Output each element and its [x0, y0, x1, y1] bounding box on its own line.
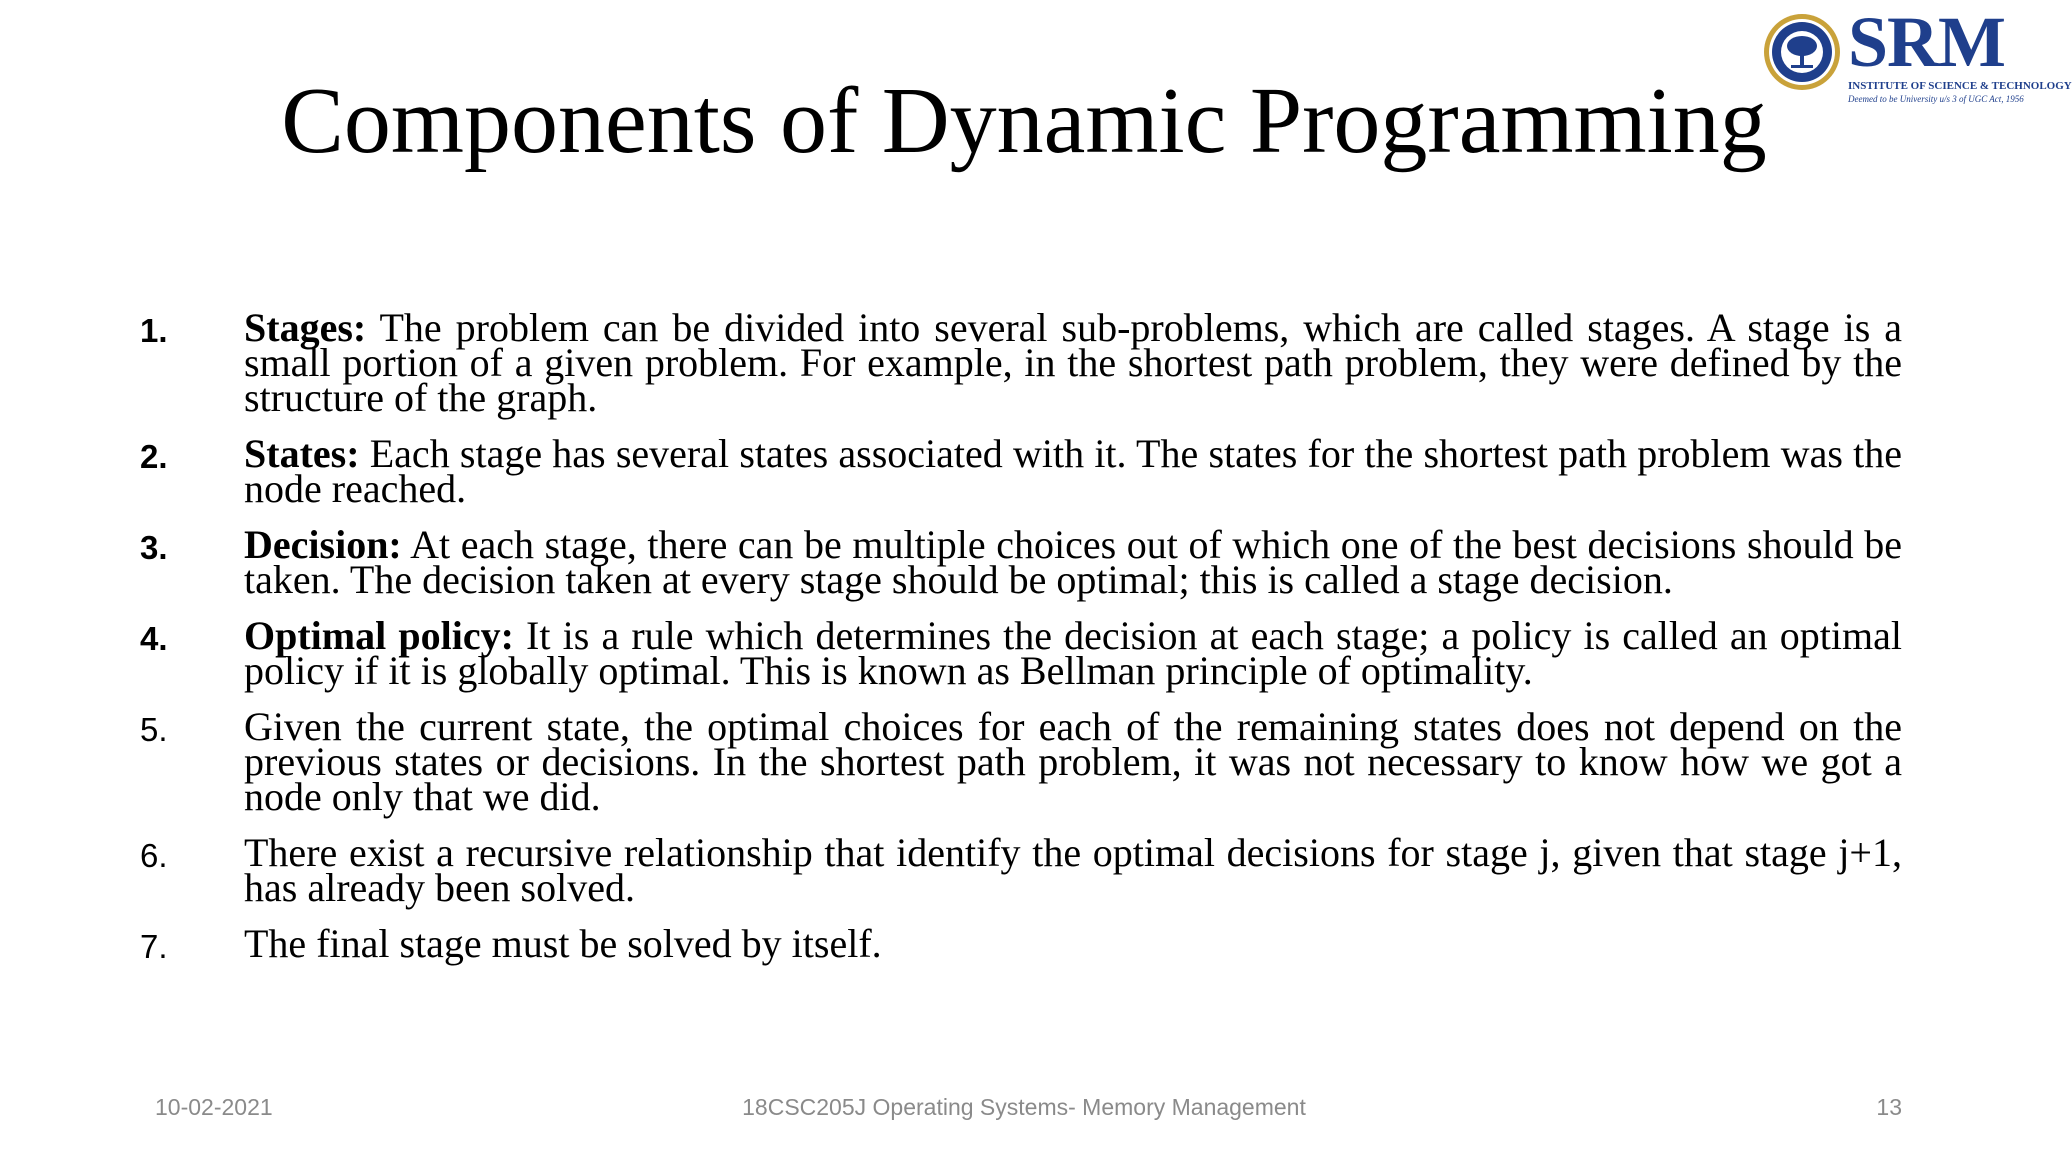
list-item: [140, 613, 1902, 693]
logo-wordmark: SRM: [1848, 2, 2005, 82]
item-text-block: [244, 431, 1902, 511]
slide-title: Components of Dynamic Programming: [281, 69, 1767, 173]
item-term: Stages:: [244, 305, 367, 350]
item-number: 3.: [140, 529, 168, 566]
footer-course: 18CSC205J Operating Systems- Memory Management: [742, 1094, 1306, 1120]
item-text: Each stage has several states associated with it. The states for the shortest path problem was the node reached.: [244, 431, 1902, 511]
list-item: [140, 704, 1902, 819]
item-term: States:: [244, 431, 360, 476]
item-number: 5.: [140, 711, 168, 748]
item-text: The problem can be divided into several sub-problems, which are called stages. A stage is a small portion of a given problem. For example, in the shortest path problem, they were defined by the structure of the graph.: [244, 305, 1902, 420]
list-item: [140, 921, 1902, 966]
item-text: There exist a recursive relationship that identify the optimal decisions for stage j, given that stage j+1, has already been solved.: [244, 830, 1902, 910]
item-number: 1.: [140, 312, 168, 349]
item-term: Optimal policy:: [244, 613, 514, 658]
item-number: 7.: [140, 928, 168, 965]
item-term: Decision:: [244, 522, 402, 567]
university-seal-icon: [1762, 12, 1842, 92]
list-item: [140, 830, 1902, 910]
srm-logo: [1762, 2, 2072, 112]
list-item: [140, 305, 1902, 420]
item-text-block: [244, 522, 1902, 602]
footer-page-number: 13: [1876, 1094, 1902, 1120]
item-number: 2.: [140, 438, 168, 475]
item-text: At each stage, there can be multiple choices out of which one of the best decisions should be taken. The decision taken at every stage should be optimal; this is called a stage decision.: [244, 522, 1902, 602]
item-text: It is a rule which determines the decision at each stage; a policy is called an optimal policy if it is globally optimal. This is known as Bellman principle of optimality.: [244, 613, 1902, 693]
logo-deemed-line: Deemed to be University u/s 3 of UGC Act, 1956: [1848, 94, 2024, 104]
item-text-block: [244, 305, 1902, 420]
list-item: [140, 431, 1902, 511]
logo-institute-line: INSTITUTE OF SCIENCE & TECHNOLOGY: [1848, 80, 2072, 92]
item-number: 4.: [140, 620, 168, 657]
item-text: The final stage must be solved by itself.: [244, 921, 882, 966]
list-item: [140, 522, 1902, 602]
components-list: [140, 305, 1902, 985]
item-number: 6.: [140, 837, 168, 874]
item-text: Given the current state, the optimal choices for each of the remaining states does not depend on the previous states or decisions. In the shortest path problem, it was not necessary to know how we got a node only that we did.: [244, 704, 1902, 819]
item-text-block: [244, 613, 1902, 693]
footer-date: 10-02-2021: [155, 1094, 273, 1120]
